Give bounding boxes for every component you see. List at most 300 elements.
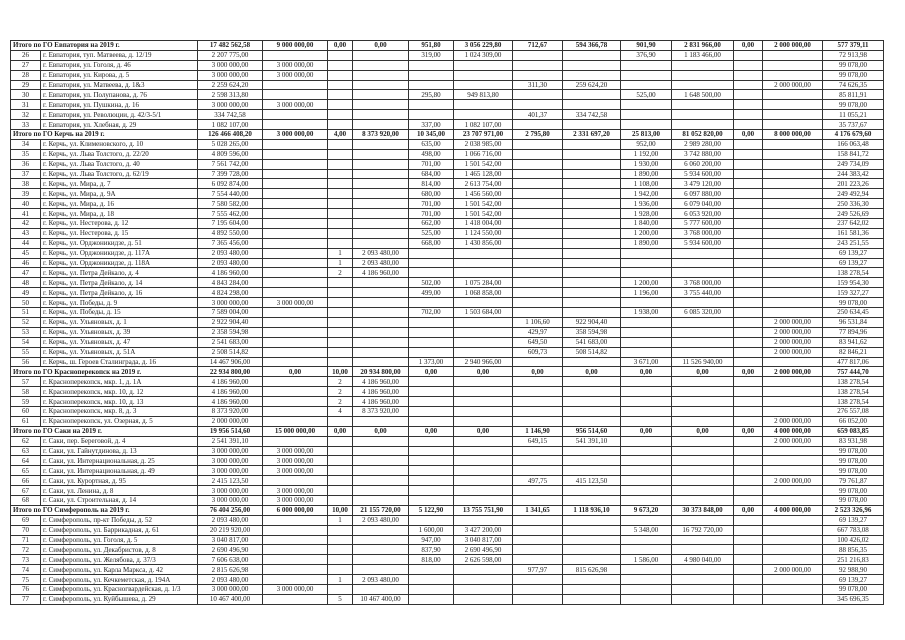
value-cell <box>263 337 328 347</box>
value-cell: 1 <box>328 258 353 268</box>
value-cell <box>621 446 672 456</box>
value-cell <box>672 575 734 585</box>
row-number: 69 <box>11 515 41 525</box>
value-cell <box>734 337 763 347</box>
value-cell <box>263 110 328 120</box>
value-cell <box>563 169 621 179</box>
value-cell <box>409 387 454 397</box>
value-cell: 2 922 904,40 <box>198 317 263 327</box>
table-row <box>11 377 884 387</box>
value-cell: 947,00 <box>409 535 454 545</box>
value-cell: 2 831 966,00 <box>672 41 734 51</box>
value-cell <box>328 219 353 229</box>
address-cell: г. Саки, ул. Гайнутдинова, д. 13 <box>41 446 198 456</box>
value-cell <box>409 258 454 268</box>
value-cell <box>328 436 353 446</box>
value-cell <box>513 50 563 60</box>
value-cell: 1 183 466,00 <box>672 50 734 60</box>
value-cell <box>763 90 823 100</box>
value-cell <box>734 169 763 179</box>
value-cell <box>263 258 328 268</box>
table-row <box>11 50 884 60</box>
value-cell <box>353 159 409 169</box>
value-cell: 3 000 000,00 <box>198 446 263 456</box>
value-cell: 8 373 920,00 <box>353 130 409 140</box>
value-cell: 0,00 <box>621 367 672 377</box>
value-cell <box>672 456 734 466</box>
value-cell <box>763 120 823 130</box>
value-cell: 9 000 000,00 <box>263 41 328 51</box>
table-row <box>11 139 884 149</box>
value-cell <box>563 60 621 70</box>
value-cell <box>513 90 563 100</box>
value-cell <box>513 288 563 298</box>
value-cell: 525,00 <box>409 228 454 238</box>
value-cell <box>409 100 454 110</box>
value-cell <box>263 199 328 209</box>
value-cell <box>763 169 823 179</box>
total-label: Итого по ГО Симферополь на 2019 г. <box>11 505 198 515</box>
table-row <box>11 317 884 327</box>
table-row <box>11 397 884 407</box>
value-cell <box>734 120 763 130</box>
value-cell <box>513 268 563 278</box>
value-cell <box>672 594 734 604</box>
value-cell <box>263 288 328 298</box>
value-cell: 4 186 960,00 <box>353 387 409 397</box>
value-cell: 334 742,58 <box>198 110 263 120</box>
value-cell <box>763 100 823 110</box>
value-cell: 2 795,80 <box>513 130 563 140</box>
value-cell <box>513 209 563 219</box>
value-cell: 0,00 <box>672 426 734 436</box>
value-cell: 2 815 626,98 <box>198 565 263 575</box>
value-cell: 0,00 <box>409 426 454 436</box>
table-row <box>11 100 884 110</box>
value-cell: 2 093 480,00 <box>353 258 409 268</box>
row-number: 52 <box>11 317 41 327</box>
total-row <box>11 367 884 377</box>
table-row <box>11 545 884 555</box>
value-cell <box>353 189 409 199</box>
value-cell <box>513 199 563 209</box>
value-cell <box>263 209 328 219</box>
value-cell <box>621 515 672 525</box>
row-number: 67 <box>11 486 41 496</box>
table-row <box>11 268 884 278</box>
value-cell <box>563 268 621 278</box>
value-cell <box>734 584 763 594</box>
address-cell: г. Евпатория, ул. Хлебная, д. 29 <box>41 120 198 130</box>
value-cell <box>734 495 763 505</box>
value-cell <box>621 298 672 308</box>
value-cell <box>353 565 409 575</box>
value-cell: 23 707 971,00 <box>454 130 513 140</box>
address-cell: г. Симферополь, ул. Гоголя, д. 5 <box>41 535 198 545</box>
value-cell <box>353 495 409 505</box>
value-cell <box>353 476 409 486</box>
value-cell: 1 068 858,00 <box>454 288 513 298</box>
value-cell: 0,00 <box>621 426 672 436</box>
value-cell: 99 078,00 <box>823 298 884 308</box>
table-row <box>11 60 884 70</box>
table-row <box>11 209 884 219</box>
value-cell <box>621 80 672 90</box>
value-cell <box>353 209 409 219</box>
value-cell: 138 278,54 <box>823 397 884 407</box>
row-number: 41 <box>11 209 41 219</box>
address-cell: г. Евпатория, ул. Матвеева, д. 1&3 <box>41 80 198 90</box>
value-cell: 92 988,90 <box>823 565 884 575</box>
value-cell <box>263 545 328 555</box>
value-cell: 6 097 880,00 <box>672 189 734 199</box>
row-number: 30 <box>11 90 41 100</box>
value-cell <box>672 476 734 486</box>
value-cell: 22 934 800,00 <box>198 367 263 377</box>
value-cell <box>563 120 621 130</box>
row-number: 54 <box>11 337 41 347</box>
row-number: 70 <box>11 525 41 535</box>
value-cell <box>353 110 409 120</box>
address-cell: г. Керчь, ул. Ульяновых, д. 51А <box>41 347 198 357</box>
row-number: 62 <box>11 436 41 446</box>
value-cell: 3 000 000,00 <box>263 486 328 496</box>
value-cell <box>454 70 513 80</box>
value-cell <box>353 70 409 80</box>
value-cell: 4 000 000,00 <box>763 426 823 436</box>
table-row <box>11 436 884 446</box>
budget-table <box>10 40 884 605</box>
value-cell: 3 000 000,00 <box>263 298 328 308</box>
value-cell <box>328 416 353 426</box>
value-cell <box>513 486 563 496</box>
value-cell <box>263 565 328 575</box>
value-cell: 1 936,00 <box>621 199 672 209</box>
value-cell: 4,00 <box>328 130 353 140</box>
value-cell: 2 000 000,00 <box>763 565 823 575</box>
value-cell: 1 124 550,00 <box>454 228 513 238</box>
value-cell: 99 078,00 <box>823 60 884 70</box>
value-cell: 1 501 542,00 <box>454 199 513 209</box>
value-cell <box>621 436 672 446</box>
value-cell: 10 467 400,00 <box>198 594 263 604</box>
value-cell <box>513 70 563 80</box>
value-cell: 7 606 638,00 <box>198 555 263 565</box>
address-cell: г. Керчь, ул. Ульяновых, д. 47 <box>41 337 198 347</box>
value-cell <box>513 139 563 149</box>
value-cell <box>621 70 672 80</box>
value-cell <box>263 149 328 159</box>
value-cell <box>409 416 454 426</box>
value-cell: 20 219 920,00 <box>198 525 263 535</box>
value-cell <box>328 466 353 476</box>
value-cell <box>328 446 353 456</box>
value-cell: 334 742,58 <box>563 110 621 120</box>
value-cell: 19 956 514,60 <box>198 426 263 436</box>
row-number: 47 <box>11 268 41 278</box>
value-cell: 201 223,26 <box>823 179 884 189</box>
address-cell: г. Керчь, ул. Нестерова, д. 12 <box>41 219 198 229</box>
value-cell <box>763 209 823 219</box>
value-cell <box>513 584 563 594</box>
value-cell: 4 000 000,00 <box>763 505 823 515</box>
value-cell <box>454 406 513 416</box>
value-cell <box>454 575 513 585</box>
value-cell: 83 931,98 <box>823 436 884 446</box>
value-cell <box>621 317 672 327</box>
value-cell <box>328 327 353 337</box>
value-cell: 250 634,45 <box>823 308 884 318</box>
value-cell <box>353 149 409 159</box>
value-cell: 3 671,00 <box>621 357 672 367</box>
table-row <box>11 199 884 209</box>
row-number: 35 <box>11 149 41 159</box>
value-cell: 2 000 000,00 <box>763 367 823 377</box>
value-cell <box>454 327 513 337</box>
value-cell: 541 683,00 <box>563 337 621 347</box>
value-cell <box>672 327 734 337</box>
value-cell <box>621 120 672 130</box>
value-cell: 0,00 <box>353 41 409 51</box>
value-cell: 649,50 <box>513 337 563 347</box>
value-cell: 3 000 000,00 <box>198 70 263 80</box>
value-cell <box>454 387 513 397</box>
value-cell <box>353 416 409 426</box>
value-cell <box>734 446 763 456</box>
value-cell <box>734 317 763 327</box>
row-number: 42 <box>11 219 41 229</box>
value-cell: 158 841,72 <box>823 149 884 159</box>
value-cell <box>409 594 454 604</box>
value-cell: 11 526 940,00 <box>672 357 734 367</box>
value-cell <box>513 169 563 179</box>
value-cell <box>763 397 823 407</box>
value-cell <box>563 387 621 397</box>
value-cell <box>621 416 672 426</box>
row-number: 32 <box>11 110 41 120</box>
value-cell <box>563 594 621 604</box>
row-number: 29 <box>11 80 41 90</box>
value-cell: 1 501 542,00 <box>454 209 513 219</box>
value-cell <box>263 515 328 525</box>
address-cell: г. Керчь, ул. Победы, д. 15 <box>41 308 198 318</box>
value-cell <box>734 80 763 90</box>
address-cell: г. Керчь, ул. Петра Дейкало, д. 4 <box>41 268 198 278</box>
row-number: 64 <box>11 456 41 466</box>
value-cell <box>763 515 823 525</box>
value-cell <box>563 100 621 110</box>
value-cell <box>734 268 763 278</box>
value-cell <box>353 228 409 238</box>
value-cell <box>328 555 353 565</box>
value-cell: 3 056 229,80 <box>454 41 513 51</box>
value-cell: 14 467 906,00 <box>198 357 263 367</box>
value-cell <box>672 60 734 70</box>
value-cell <box>734 258 763 268</box>
value-cell <box>734 387 763 397</box>
value-cell <box>328 238 353 248</box>
value-cell <box>353 179 409 189</box>
value-cell <box>454 377 513 387</box>
value-cell: 99 078,00 <box>823 100 884 110</box>
value-cell <box>734 278 763 288</box>
value-cell <box>734 189 763 199</box>
value-cell: 2 690 496,90 <box>454 545 513 555</box>
address-cell: г. Керчь, ул. Льва Толстого, д. 62/19 <box>41 169 198 179</box>
value-cell <box>763 288 823 298</box>
value-cell <box>734 594 763 604</box>
value-cell: 3 479 120,00 <box>672 179 734 189</box>
value-cell <box>263 387 328 397</box>
value-cell <box>328 298 353 308</box>
value-cell: 949 813,80 <box>454 90 513 100</box>
value-cell: 319,00 <box>409 50 454 60</box>
value-cell: 3 000 000,00 <box>263 70 328 80</box>
value-cell: 1 938,00 <box>621 308 672 318</box>
value-cell <box>263 327 328 337</box>
value-cell: 76 404 256,00 <box>198 505 263 515</box>
value-cell: 69 139,27 <box>823 575 884 585</box>
total-label: Итого по ГО Евпатория на 2019 г. <box>11 41 198 51</box>
value-cell: 1 200,00 <box>621 228 672 238</box>
value-cell: 311,30 <box>513 80 563 90</box>
value-cell: 0,00 <box>454 367 513 377</box>
value-cell <box>409 565 454 575</box>
value-cell: 977,97 <box>513 565 563 575</box>
value-cell <box>763 70 823 80</box>
address-cell: г. Керчь, ул. Орджоникидзе, д. 118А <box>41 258 198 268</box>
row-number: 39 <box>11 189 41 199</box>
row-number: 43 <box>11 228 41 238</box>
value-cell: 7 555 462,00 <box>198 209 263 219</box>
value-cell: 659 083,85 <box>823 426 884 436</box>
value-cell <box>328 476 353 486</box>
value-cell: 16 792 720,00 <box>672 525 734 535</box>
value-cell <box>734 545 763 555</box>
value-cell <box>513 219 563 229</box>
value-cell <box>763 159 823 169</box>
value-cell <box>263 248 328 258</box>
value-cell <box>621 387 672 397</box>
value-cell <box>763 446 823 456</box>
table-row <box>11 575 884 585</box>
row-number: 60 <box>11 406 41 416</box>
value-cell: 712,67 <box>513 41 563 51</box>
value-cell: 4 186 960,00 <box>353 268 409 278</box>
table-row <box>11 149 884 159</box>
address-cell: г. Керчь, ул. Орджоникидзе, д. 51 <box>41 238 198 248</box>
value-cell: 161 581,36 <box>823 228 884 238</box>
table-row <box>11 298 884 308</box>
value-cell <box>353 199 409 209</box>
value-cell <box>621 456 672 466</box>
value-cell: 2 626 598,00 <box>454 555 513 565</box>
value-cell: 577 379,11 <box>823 41 884 51</box>
value-cell <box>763 594 823 604</box>
value-cell <box>409 515 454 525</box>
value-cell: 88 856,35 <box>823 545 884 555</box>
value-cell <box>353 555 409 565</box>
value-cell: 10 467 400,00 <box>353 594 409 604</box>
value-cell <box>513 377 563 387</box>
value-cell <box>328 90 353 100</box>
value-cell: 1 196,00 <box>621 288 672 298</box>
value-cell <box>263 159 328 169</box>
value-cell <box>409 495 454 505</box>
value-cell <box>621 248 672 258</box>
row-number: 65 <box>11 466 41 476</box>
value-cell <box>763 278 823 288</box>
value-cell <box>328 159 353 169</box>
value-cell: 1 890,00 <box>621 169 672 179</box>
value-cell <box>672 406 734 416</box>
value-cell <box>513 594 563 604</box>
value-cell <box>454 268 513 278</box>
address-cell: г. Симферополь, ул. Куйбышева, д. 29 <box>41 594 198 604</box>
value-cell <box>763 258 823 268</box>
address-cell: г. Симферополь, ул. Карла Маркса, д. 42 <box>41 565 198 575</box>
row-number: 75 <box>11 575 41 585</box>
value-cell <box>353 584 409 594</box>
value-cell <box>263 476 328 486</box>
value-cell: 9 673,20 <box>621 505 672 515</box>
value-cell <box>409 446 454 456</box>
value-cell: 6 092 874,00 <box>198 179 263 189</box>
value-cell <box>328 525 353 535</box>
value-cell <box>734 555 763 565</box>
table-row <box>11 219 884 229</box>
value-cell: 508 514,82 <box>563 347 621 357</box>
value-cell: 4 809 596,00 <box>198 149 263 159</box>
value-cell: 680,00 <box>409 189 454 199</box>
value-cell <box>409 110 454 120</box>
value-cell <box>353 545 409 555</box>
row-number: 68 <box>11 495 41 505</box>
value-cell <box>353 327 409 337</box>
value-cell <box>763 199 823 209</box>
value-cell <box>454 60 513 70</box>
value-cell <box>513 525 563 535</box>
value-cell: 3 000 000,00 <box>263 466 328 476</box>
value-cell: 594 366,78 <box>563 41 621 51</box>
value-cell <box>328 149 353 159</box>
value-cell: 2 000 000,00 <box>763 327 823 337</box>
value-cell <box>409 476 454 486</box>
value-cell <box>734 219 763 229</box>
value-cell: 5 934 600,00 <box>672 169 734 179</box>
row-number: 26 <box>11 50 41 60</box>
value-cell <box>513 298 563 308</box>
address-cell: г. Симферополь, ул. Красногвардейская, д. 1/3 <box>41 584 198 594</box>
value-cell <box>328 337 353 347</box>
value-cell <box>763 298 823 308</box>
value-cell: 4 843 284,00 <box>198 278 263 288</box>
value-cell <box>263 50 328 60</box>
value-cell: 2 <box>328 377 353 387</box>
value-cell <box>621 565 672 575</box>
value-cell <box>328 60 353 70</box>
table-row <box>11 387 884 397</box>
value-cell <box>672 565 734 575</box>
value-cell: 667 783,08 <box>823 525 884 535</box>
table-row <box>11 466 884 476</box>
table-row <box>11 555 884 565</box>
value-cell: 1 648 500,00 <box>672 90 734 100</box>
value-cell <box>563 495 621 505</box>
value-cell <box>734 565 763 575</box>
value-cell: 69 139,27 <box>823 515 884 525</box>
value-cell: 0,00 <box>563 367 621 377</box>
